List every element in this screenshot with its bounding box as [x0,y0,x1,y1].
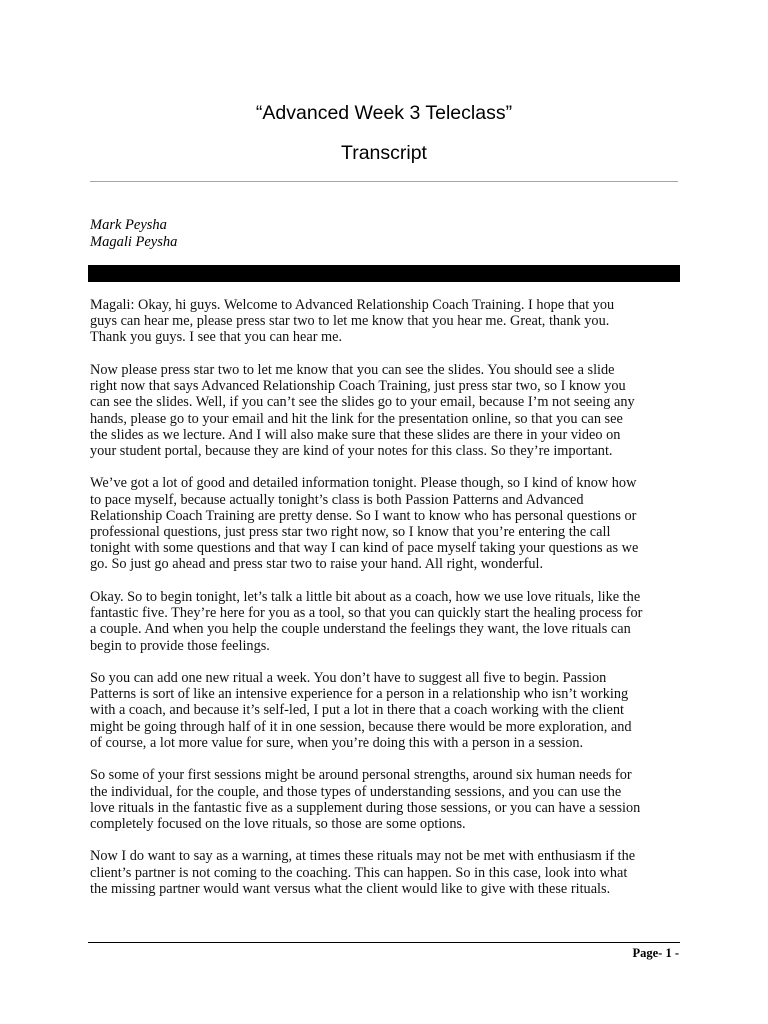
title-divider [90,181,678,182]
footer-divider [88,942,680,943]
author-name: Magali Peysha [90,234,178,250]
paragraph: Now please press star two to let me know that you can see the slides. You should see a slide right now that says Advanced Relationship Coach Training, just press star two, so I know you can see the slides. Well, if you can’t see the slides go to your email, because I’m not seeing any hands, please go to your email and hit the link for the presentation online, so that you can see the slides as we lecture. And I will also make sure that these slides are there in your video on your student portal, because they are kind of your notes for this class. So they’re important. [90,361,635,459]
paragraph: Now I do want to say as a warning, at times these rituals may not be met with enthusiasm if the client’s partner is not coming to the coaching. This can happen. So in this case, look into what the missing partner would want versus what the client would like to give with these rituals. [90,848,636,897]
page-number: Page- 1 - [632,946,679,960]
paragraph: Magali: Okay, hi guys. Welcome to Advanced Relationship Coach Training. I hope that you guys can hear me, please press star two to let me know that you hear me. Great, thank you. Thank you guys. I see that you can hear me. [90,297,615,346]
paragraph: So you can add one new ritual a week. You don’t have to suggest all five to begin. Passion Patterns is sort of like an intensive experience for a person in a relationship who isn’t working with a coach, and because it’s self-led, I put a lot in there that a coach working with the client might be going through half of it in one session, because there would be more exploration, and of course, a lot more value for sure, when you’re doing this with a person in a session. [90,670,632,751]
paragraph: Okay. So to begin tonight, let’s talk a little bit about as a coach, how we use love rituals, like the fantastic five. They’re here for you as a tool, so that you can quickly start the healing process for a couple. And when you help the couple understand the feelings they want, the love rituals can begin to provide those feelings. [90,588,643,654]
header-bar [88,265,680,282]
document-subtitle: Transcript [341,142,427,164]
paragraph: We’ve got a lot of good and detailed information tonight. Please though, so I kind of know how to pace myself, because actually tonight’s class is both Passion Patterns and Advanced Relationship Coach Training are pretty dense. So I want to know who has personal questions or professional questions, just press star two right now, so I know that you’re entering the call tonight with some questions and that way I can kind of pace myself taking your questions as we go. So just go ahead and press star two to raise your hand. All right, wonderful. [90,475,639,573]
document-title: “Advanced Week 3 Teleclass” [255,102,513,124]
transcript-body [90,297,680,913]
author-name: Mark Peysha [90,217,167,233]
paragraph: So some of your first sessions might be around personal strengths, around six human needs for the individual, for the couple, and those types of understanding sessions, and you can use the love rituals in the fantastic five as a supplement during those sessions, or you can have a session completely focused on the love rituals, so those are some options. [90,767,641,832]
